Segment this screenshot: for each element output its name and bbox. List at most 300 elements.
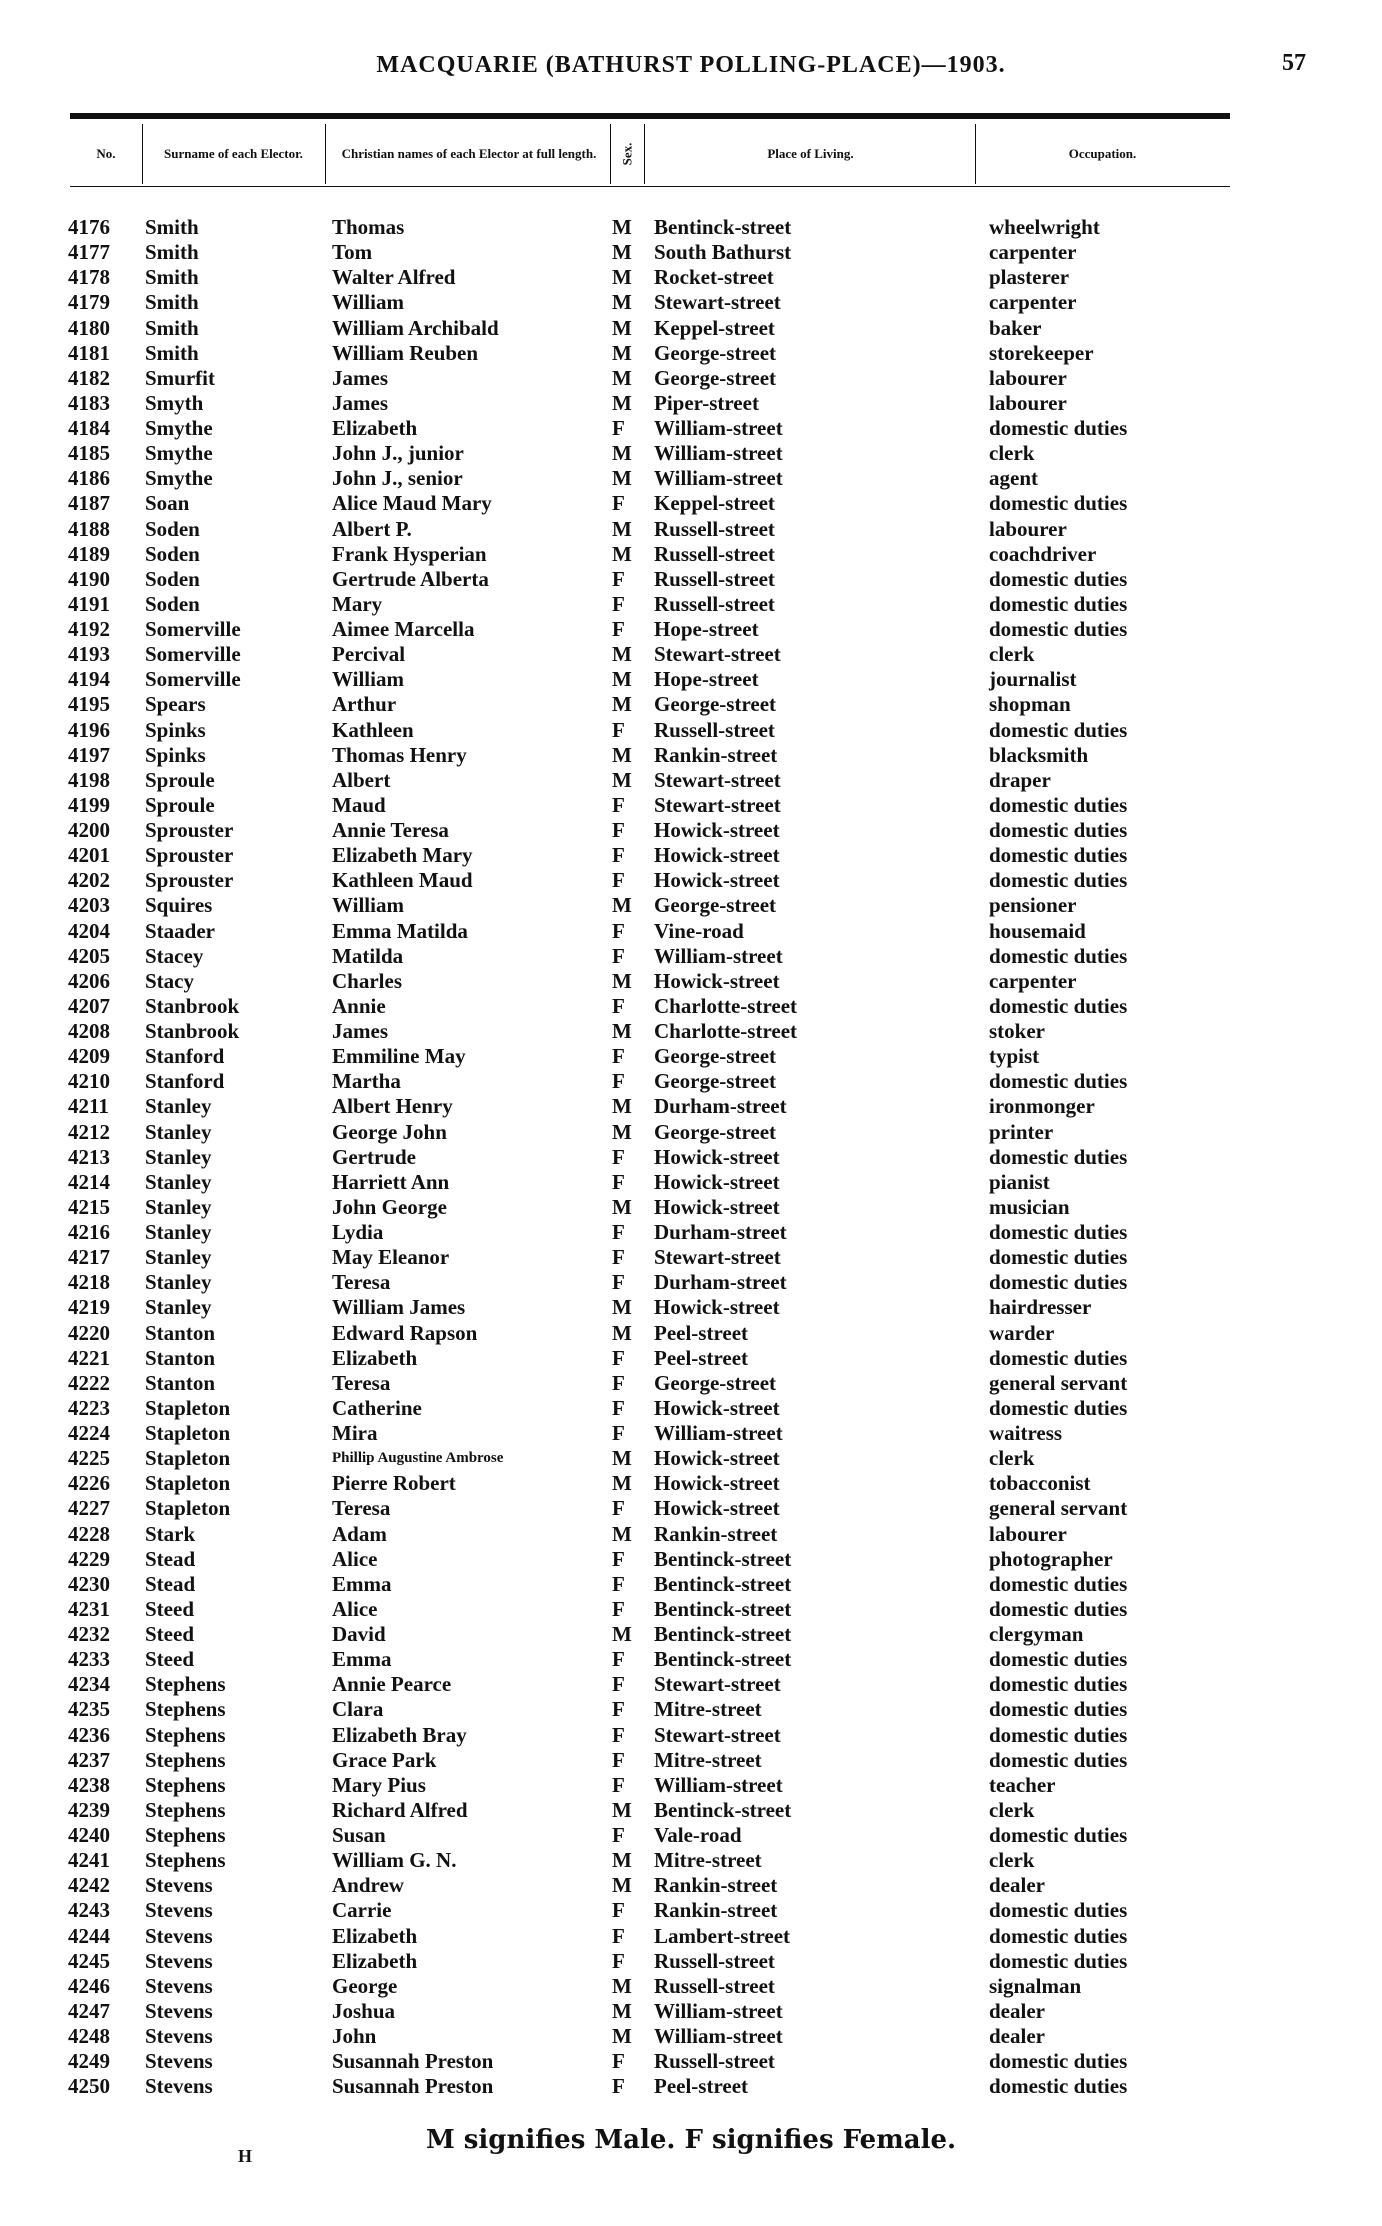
elector-sex: M [612, 516, 632, 541]
elector-place-of-living: Rankin-street [654, 742, 778, 767]
table-row [0, 1974, 1382, 1999]
table-row [0, 240, 1382, 265]
elector-surname: Stephens [145, 1797, 226, 1822]
elector-surname: Stacey [145, 943, 204, 968]
elector-number: 4182 [68, 365, 110, 390]
elector-surname: Stevens [145, 1998, 213, 2023]
elector-number: 4223 [68, 1395, 110, 1420]
elector-number: 4230 [68, 1571, 110, 1596]
table-row [0, 1346, 1382, 1371]
table-row [0, 1999, 1382, 2024]
elector-christian-names: James [332, 390, 388, 415]
elector-place-of-living: Howick-street [654, 1295, 780, 1320]
elector-christian-names: Elizabeth [332, 416, 418, 440]
elector-christian-names: Aimee Marcella [332, 617, 475, 641]
elector-place-of-living: Durham-street [654, 1094, 787, 1119]
column-header-surname: Surname of each Elector. [164, 146, 303, 161]
elector-christian-names: John George [332, 1194, 447, 1219]
elector-number: 4224 [68, 1421, 110, 1445]
column-header-no: No. [96, 146, 116, 161]
elector-surname: Sprouster [145, 868, 234, 893]
elector-christian-names: William G. N. [332, 1848, 457, 1873]
table-row [0, 1647, 1382, 1672]
elector-occupation: clerk [989, 642, 1035, 667]
elector-occupation: wheelwright [989, 215, 1100, 239]
elector-sex: F [612, 717, 625, 742]
elector-number: 4221 [68, 1345, 110, 1370]
elector-christian-names: Elizabeth [332, 1345, 418, 1370]
elector-christian-names: John J., junior [332, 441, 464, 466]
elector-number: 4186 [68, 466, 110, 491]
column-header-christian: Christian names of each Elector at full length. [341, 146, 597, 161]
elector-number: 4193 [68, 642, 110, 667]
table-row [0, 366, 1382, 391]
elector-occupation: domestic duties [989, 1823, 1128, 1847]
elector-place-of-living: Bentinck-street [654, 1596, 792, 1621]
elector-occupation: carpenter [989, 240, 1077, 265]
elector-number: 4191 [68, 591, 110, 616]
table-row [0, 2024, 1382, 2049]
elector-sex: F [612, 1345, 625, 1370]
elector-occupation: shopman [989, 692, 1071, 717]
elector-place-of-living: Rankin-street [654, 1521, 778, 1546]
elector-occupation: clerk [989, 441, 1035, 466]
elector-sex: F [612, 792, 625, 817]
elector-surname: Smith [145, 340, 199, 365]
elector-sex: M [612, 1521, 632, 1546]
table-row [0, 391, 1382, 416]
elector-number: 4181 [68, 340, 110, 365]
table-row [0, 1873, 1382, 1898]
elector-place-of-living: Mitre-street [654, 1747, 762, 1772]
elector-sex: M [612, 265, 632, 290]
elector-christian-names: William [332, 290, 404, 315]
column-divider [610, 124, 611, 184]
elector-number: 4235 [68, 1697, 110, 1722]
elector-occupation: domestic duties [989, 1923, 1128, 1948]
elector-number: 4229 [68, 1546, 110, 1571]
elector-surname: Stephens [145, 1823, 226, 1847]
elector-surname: Sproule [145, 767, 215, 792]
elector-sex: F [612, 416, 625, 440]
elector-sex: F [612, 591, 625, 616]
elector-place-of-living: Stewart-street [654, 767, 781, 792]
elector-christian-names: Emmiline May [332, 1044, 466, 1069]
elector-number: 4206 [68, 968, 110, 993]
sex-legend: M signifies Male. F signifies Female. [425, 2125, 957, 2155]
elector-christian-names: Matilda [332, 943, 404, 968]
elector-place-of-living: Mitre-street [654, 1848, 762, 1873]
elector-surname: Stapleton [145, 1496, 231, 1521]
elector-surname: Stacy [145, 968, 194, 993]
elector-sex: F [612, 868, 625, 893]
elector-sex: F [612, 1169, 625, 1194]
elector-number: 4228 [68, 1521, 110, 1546]
elector-number: 4219 [68, 1295, 110, 1320]
table-row [0, 1798, 1382, 1823]
elector-surname: Stapleton [145, 1471, 231, 1496]
elector-number: 4211 [68, 1094, 109, 1119]
elector-sex: M [612, 642, 632, 667]
elector-surname: Stephens [145, 1747, 226, 1772]
elector-number: 4225 [68, 1446, 110, 1471]
elector-sex: M [612, 767, 632, 792]
elector-surname: Smith [145, 315, 199, 340]
elector-sex: F [612, 1270, 625, 1295]
elector-occupation: clerk [989, 1446, 1035, 1471]
elector-christian-names: Annie Teresa [332, 818, 449, 842]
elector-place-of-living: Peel-street [654, 1345, 749, 1370]
table-row [0, 1220, 1382, 1245]
header-bottom-rule [70, 186, 1230, 187]
elector-place-of-living: Charlotte-street [654, 1019, 798, 1043]
elector-occupation: journalist [989, 667, 1077, 692]
elector-number: 4247 [68, 1998, 110, 2023]
elector-place-of-living: George-street [654, 1069, 777, 1094]
elector-place-of-living: Russell-street [654, 541, 775, 566]
elector-occupation: domestic duties [989, 1270, 1128, 1295]
elector-christian-names: James [332, 365, 388, 390]
elector-surname: Stanley [145, 1270, 212, 1295]
elector-christian-names: Edward Rapson [332, 1320, 478, 1345]
elector-occupation: dealer [989, 2024, 1045, 2048]
elector-sex: F [612, 1546, 625, 1571]
elector-christian-names: David [332, 1622, 386, 1646]
elector-number: 4196 [68, 717, 110, 742]
elector-place-of-living: Howick-street [654, 1395, 780, 1420]
elector-surname: Stapleton [145, 1421, 231, 1445]
elector-occupation: warder [989, 1320, 1055, 1345]
elector-number: 4198 [68, 767, 110, 792]
elector-occupation: domestic duties [989, 1747, 1128, 1772]
table-row [0, 667, 1382, 692]
elector-number: 4203 [68, 893, 110, 918]
elector-occupation: domestic duties [989, 1647, 1128, 1672]
table-row [0, 1446, 1382, 1471]
elector-occupation: pensioner [989, 893, 1077, 918]
elector-occupation: domestic duties [989, 843, 1128, 868]
elector-occupation: domestic duties [989, 1948, 1128, 1973]
elector-sex: F [612, 818, 625, 842]
elector-christian-names: Alice [332, 1596, 378, 1621]
elector-occupation: domestic duties [989, 868, 1128, 893]
elector-surname: Stanley [145, 1144, 212, 1169]
table-row [0, 1773, 1382, 1798]
elector-surname: Stapleton [145, 1446, 231, 1471]
elector-occupation: domestic duties [989, 1144, 1128, 1169]
elector-christian-names: William [332, 893, 404, 918]
column-header-sex-label: Sex. [619, 142, 634, 166]
elector-number: 4178 [68, 265, 110, 290]
elector-christian-names: Gertrude Alberta [332, 566, 489, 591]
elector-number: 4243 [68, 1898, 110, 1923]
table-row [0, 843, 1382, 868]
elector-christian-names: Catherine [332, 1395, 422, 1420]
elector-place-of-living: William-street [654, 1421, 783, 1445]
elector-surname: Spears [145, 692, 206, 717]
elector-surname: Somerville [145, 642, 241, 667]
elector-surname: Smith [145, 215, 199, 239]
elector-place-of-living: Howick-street [654, 818, 780, 842]
elector-sex: F [612, 1948, 625, 1973]
elector-place-of-living: Howick-street [654, 1496, 780, 1521]
table-row [0, 316, 1382, 341]
elector-surname: Stanley [145, 1220, 212, 1244]
elector-occupation: coachdriver [989, 541, 1097, 566]
elector-christian-names: Alice Maud Mary [332, 491, 492, 516]
table-row [0, 1270, 1382, 1295]
elector-occupation: dealer [989, 1873, 1045, 1898]
elector-sex: M [612, 290, 632, 315]
elector-occupation: storekeeper [989, 340, 1094, 365]
elector-occupation: domestic duties [989, 617, 1128, 641]
elector-sex: F [612, 1044, 625, 1069]
table-row [0, 341, 1382, 366]
elector-place-of-living: Bentinck-street [654, 1546, 792, 1571]
elector-place-of-living: Vale-road [654, 1823, 742, 1847]
elector-occupation: housemaid [989, 918, 1086, 943]
elector-surname: Sproule [145, 792, 215, 817]
elector-christian-names: Albert [332, 767, 391, 792]
elector-christian-names: Pierre Robert [332, 1471, 456, 1496]
elector-occupation: stoker [989, 1019, 1045, 1043]
elector-sex: M [612, 466, 632, 491]
elector-place-of-living: George-street [654, 1044, 777, 1069]
elector-occupation: domestic duties [989, 717, 1128, 742]
elector-surname: Smythe [145, 416, 213, 440]
elector-occupation: carpenter [989, 290, 1077, 315]
elector-place-of-living: South Bathurst [654, 240, 792, 265]
elector-sex: M [612, 893, 632, 918]
elector-surname: Soden [145, 566, 200, 591]
elector-occupation: draper [989, 767, 1051, 792]
elector-sex: F [612, 2049, 625, 2074]
elector-occupation: teacher [989, 1772, 1056, 1797]
elector-number: 4227 [68, 1496, 110, 1521]
table-row [0, 1471, 1382, 1496]
table-row [0, 491, 1382, 516]
elector-occupation: domestic duties [989, 1220, 1128, 1244]
table-row [0, 517, 1382, 542]
elector-number: 4217 [68, 1245, 110, 1270]
column-divider [325, 124, 326, 184]
elector-place-of-living: William-street [654, 416, 783, 440]
table-row [0, 1723, 1382, 1748]
elector-place-of-living: George-street [654, 893, 777, 918]
table-row [0, 1371, 1382, 1396]
elector-surname: Stevens [145, 1948, 213, 1973]
elector-surname: Smith [145, 290, 199, 315]
elector-sex: M [612, 1622, 632, 1646]
table-row [0, 1120, 1382, 1145]
table-row [0, 1622, 1382, 1647]
elector-christian-names: Elizabeth Mary [332, 843, 473, 868]
elector-surname: Stanton [145, 1345, 216, 1370]
elector-occupation: domestic duties [989, 993, 1128, 1018]
elector-occupation: clergyman [989, 1622, 1084, 1646]
elector-place-of-living: Rankin-street [654, 1873, 778, 1898]
elector-surname: Stephens [145, 1697, 226, 1722]
elector-sex: M [612, 340, 632, 365]
column-header-sex [612, 124, 642, 184]
table-row [0, 1145, 1382, 1170]
elector-christian-names: George [332, 1973, 398, 1998]
elector-place-of-living: William-street [654, 1772, 783, 1797]
table-row [0, 215, 1382, 240]
elector-sex: M [612, 2024, 632, 2048]
elector-christian-names: Mary [332, 591, 383, 616]
elector-sex: F [612, 1596, 625, 1621]
elector-surname: Stanford [145, 1069, 225, 1094]
table-row [0, 1069, 1382, 1094]
elector-place-of-living: Piper-street [654, 390, 759, 415]
table-row [0, 969, 1382, 994]
elector-surname: Soden [145, 541, 200, 566]
elector-sex: F [612, 943, 625, 968]
column-divider [644, 124, 645, 184]
elector-occupation: pianist [989, 1169, 1050, 1194]
table-row [0, 1396, 1382, 1421]
elector-surname: Stark [145, 1521, 196, 1546]
elector-christian-names: Thomas [332, 215, 405, 239]
elector-sex: M [612, 667, 632, 692]
elector-place-of-living: Howick-street [654, 843, 780, 868]
table-row [0, 1848, 1382, 1873]
elector-sex: M [612, 1295, 632, 1320]
elector-occupation: domestic duties [989, 1345, 1128, 1370]
elector-christian-names: Albert P. [332, 516, 412, 541]
elector-surname: Stanford [145, 1044, 225, 1069]
elector-surname: Sprouster [145, 818, 234, 842]
elector-place-of-living: Stewart-street [654, 1672, 781, 1697]
elector-number: 4240 [68, 1823, 110, 1847]
elector-sex: M [612, 1446, 632, 1471]
elector-place-of-living: Howick-street [654, 1144, 780, 1169]
elector-sex: M [612, 1094, 632, 1119]
elector-surname: Stanton [145, 1320, 216, 1345]
elector-christian-names: Arthur [332, 692, 397, 717]
elector-occupation: labourer [989, 390, 1067, 415]
elector-occupation: agent [989, 466, 1038, 491]
table-row [0, 944, 1382, 969]
column-header-occupation: Occupation. [1068, 146, 1137, 161]
elector-number: 4177 [68, 240, 110, 265]
table-row [0, 1044, 1382, 1069]
elector-number: 4210 [68, 1069, 110, 1094]
elector-occupation: domestic duties [989, 491, 1128, 516]
elector-sex: F [612, 1245, 625, 1270]
elector-christian-names: Teresa [332, 1370, 391, 1395]
elector-surname: Stanley [145, 1169, 212, 1194]
table-row [0, 416, 1382, 441]
elector-sex: M [612, 1973, 632, 1998]
elector-sex: M [612, 1471, 632, 1496]
elector-occupation: domestic duties [989, 1898, 1128, 1923]
elector-sex: F [612, 1069, 625, 1094]
elector-surname: Stead [145, 1571, 196, 1596]
elector-number: 4195 [68, 692, 110, 717]
elector-number: 4205 [68, 943, 110, 968]
elector-surname: Soden [145, 516, 200, 541]
elector-christian-names: Phillip Augustine Ambrose [332, 1450, 504, 1467]
elector-place-of-living: Keppel-street [654, 315, 775, 340]
elector-list [0, 215, 1382, 2099]
elector-occupation: blacksmith [989, 742, 1089, 767]
elector-surname: Smith [145, 240, 199, 265]
elector-sex: F [612, 993, 625, 1018]
elector-sex: F [612, 1144, 625, 1169]
elector-sex: M [612, 1998, 632, 2023]
table-row [0, 1572, 1382, 1597]
elector-number: 4201 [68, 843, 110, 868]
elector-number: 4236 [68, 1722, 110, 1747]
elector-occupation: baker [989, 315, 1042, 340]
elector-place-of-living: William-street [654, 943, 783, 968]
elector-christian-names: Frank Hysperian [332, 541, 487, 566]
elector-sex: M [612, 1848, 632, 1873]
table-row [0, 2074, 1382, 2099]
elector-sex: M [612, 692, 632, 717]
elector-christian-names: Lydia [332, 1220, 384, 1244]
elector-number: 4244 [68, 1923, 110, 1948]
elector-number: 4213 [68, 1144, 110, 1169]
elector-sex: M [612, 541, 632, 566]
header-thick-rule [70, 113, 1230, 119]
elector-occupation: general servant [989, 1370, 1128, 1395]
elector-place-of-living: Hope-street [654, 667, 759, 692]
elector-christian-names: Thomas Henry [332, 742, 467, 767]
elector-surname: Smythe [145, 441, 213, 466]
elector-number: 4232 [68, 1622, 110, 1646]
elector-occupation: labourer [989, 516, 1067, 541]
table-row [0, 1421, 1382, 1446]
elector-occupation: domestic duties [989, 792, 1128, 817]
elector-sex: F [612, 1220, 625, 1244]
elector-surname: Soan [145, 491, 190, 516]
elector-christian-names: Kathleen [332, 717, 414, 742]
elector-number: 4197 [68, 742, 110, 767]
elector-christian-names: Richard Alfred [332, 1797, 468, 1822]
elector-surname: Smurfit [145, 365, 215, 390]
elector-sex: M [612, 390, 632, 415]
elector-christian-names: Kathleen Maud [332, 868, 473, 893]
elector-christian-names: Annie Pearce [332, 1672, 452, 1697]
elector-sex: F [612, 918, 625, 943]
elector-surname: Squires [145, 893, 213, 918]
elector-sex: F [612, 491, 625, 516]
elector-christian-names: Teresa [332, 1270, 391, 1295]
elector-christian-names: Annie [332, 993, 386, 1018]
elector-surname: Stanley [145, 1094, 212, 1119]
page-number: 57 [1282, 50, 1306, 76]
elector-number: 4194 [68, 667, 110, 692]
elector-place-of-living: George-street [654, 340, 777, 365]
table-row [0, 265, 1382, 290]
elector-place-of-living: Durham-street [654, 1220, 787, 1244]
elector-christian-names: May Eleanor [332, 1245, 450, 1270]
elector-place-of-living: Stewart-street [654, 1722, 781, 1747]
elector-christian-names: Emma [332, 1647, 392, 1672]
elector-sex: F [612, 1898, 625, 1923]
table-row [0, 919, 1382, 944]
elector-occupation: domestic duties [989, 1395, 1128, 1420]
elector-place-of-living: Stewart-street [654, 642, 781, 667]
elector-number: 4179 [68, 290, 110, 315]
elector-surname: Sprouster [145, 843, 234, 868]
elector-surname: Stevens [145, 1923, 213, 1948]
elector-surname: Smyth [145, 390, 204, 415]
elector-surname: Stanley [145, 1194, 212, 1219]
